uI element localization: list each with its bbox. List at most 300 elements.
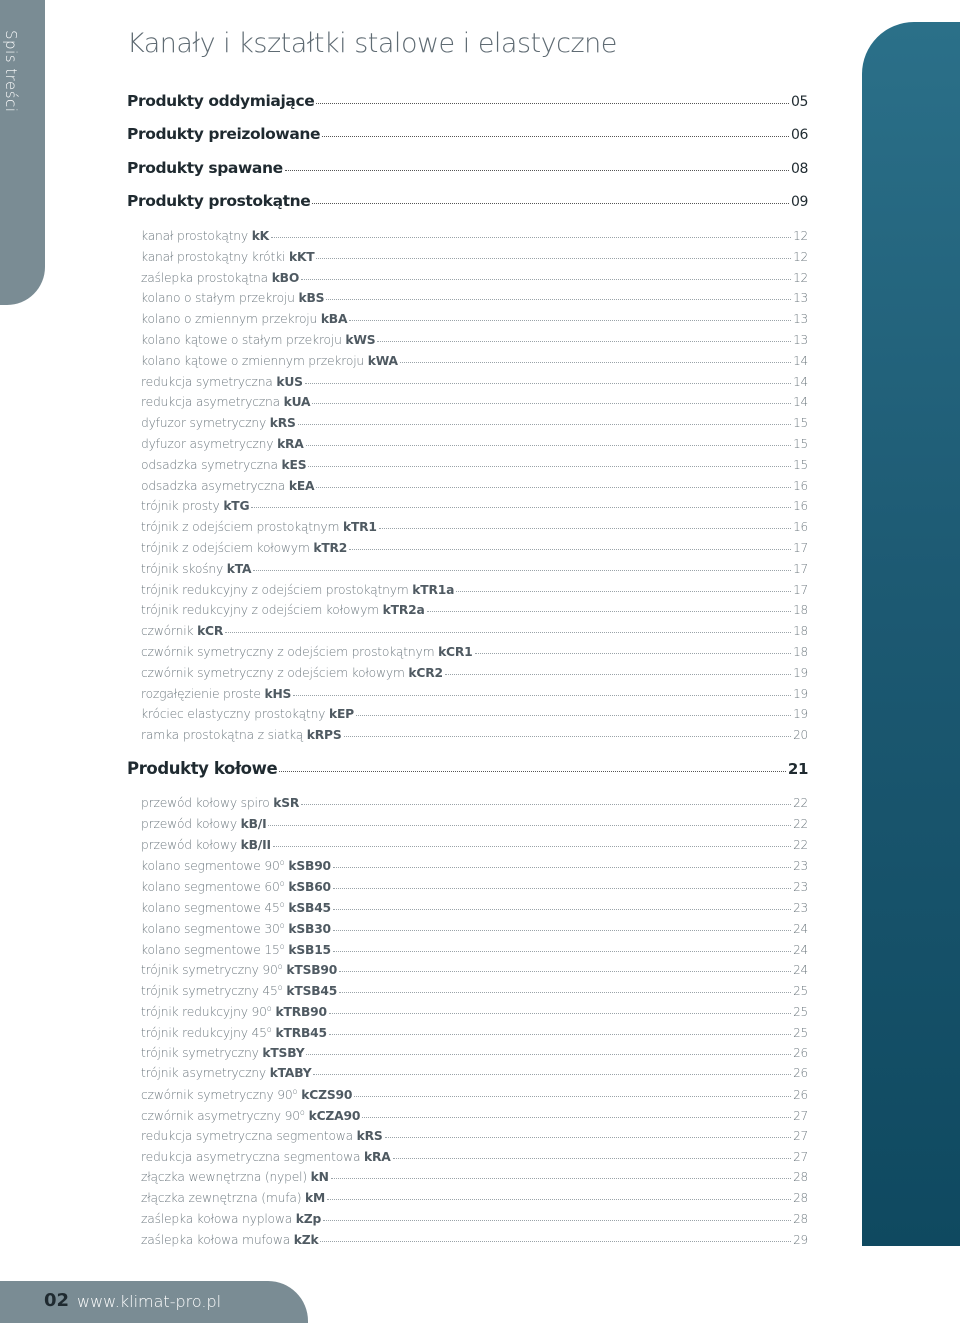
toc-entry-label xyxy=(141,375,303,389)
product-code: kWS xyxy=(345,333,376,347)
toc-item[interactable] xyxy=(141,312,808,326)
toc-entry-text: rozgałęzienie proste xyxy=(141,686,265,701)
toc-entry-label xyxy=(141,1087,352,1102)
toc-item[interactable] xyxy=(141,479,808,493)
degree-mark: o xyxy=(299,1108,305,1117)
toc-entry-text: trójnik symetryczny xyxy=(141,1045,263,1060)
toc-entry-text: Produkty preizolowane xyxy=(127,125,321,143)
dot-leader xyxy=(285,170,789,171)
toc-page-number: 06 xyxy=(790,127,808,143)
toc-entry-text: kolano segmentowe 15 xyxy=(141,942,280,957)
toc-entry-label xyxy=(141,645,473,659)
toc-entry-label xyxy=(141,1066,311,1080)
product-code: kHS xyxy=(264,686,292,701)
toc-entry-label xyxy=(141,858,331,873)
toc-item[interactable] xyxy=(141,375,808,389)
dot-leader xyxy=(327,1199,791,1200)
product-code: kBO xyxy=(271,270,300,285)
toc-item[interactable] xyxy=(141,458,808,472)
sidebar-label: Spis treści xyxy=(2,30,20,113)
toc-entry-text: trójnik redukcyjny z odejściem kołowym xyxy=(141,603,383,618)
toc-page-number: 25 xyxy=(793,1005,808,1020)
dot-leader xyxy=(316,103,789,104)
dot-leader xyxy=(320,1241,791,1242)
toc-item[interactable] xyxy=(141,583,808,597)
toc-entry-label xyxy=(141,1046,304,1060)
toc-entry-text: złączka wewnętrzna (nypel) xyxy=(141,1170,311,1185)
dot-leader xyxy=(377,341,791,342)
toc-item[interactable] xyxy=(141,1212,808,1226)
toc-item[interactable] xyxy=(141,1046,808,1060)
toc-page-number: 16 xyxy=(793,520,808,535)
product-code: kB/II xyxy=(240,837,271,852)
toc-section[interactable] xyxy=(127,125,808,143)
dot-leader xyxy=(316,487,791,488)
toc-page-number: 17 xyxy=(793,541,808,555)
toc-page-number: 29 xyxy=(793,1232,808,1247)
dot-leader xyxy=(322,136,789,137)
degree-mark: o xyxy=(266,1024,272,1034)
toc-entry-text: kolano segmentowe 60 xyxy=(141,880,280,895)
toc-item[interactable] xyxy=(141,395,808,409)
toc-entry-label xyxy=(141,271,299,285)
dot-leader xyxy=(312,203,789,204)
toc-page-number: 21 xyxy=(787,760,808,778)
toc-item[interactable] xyxy=(141,271,808,285)
page-title: Kanały i kształtki stalowe i elastyczne xyxy=(127,28,617,59)
toc-entry-label xyxy=(141,520,377,534)
toc-entry-label xyxy=(127,125,320,143)
toc-item[interactable] xyxy=(141,1191,808,1205)
degree-mark: o xyxy=(279,879,285,889)
toc-page-number: 14 xyxy=(793,395,808,410)
toc-entry-label xyxy=(141,838,271,852)
toc-page-number: 14 xyxy=(793,374,808,389)
dot-leader xyxy=(400,362,791,363)
product-code: kUS xyxy=(276,374,303,389)
toc-entry-label xyxy=(141,687,291,701)
toc-entry-text: czwórnik symetryczny z odejściem prostokątnym xyxy=(141,645,439,659)
toc-page-number: 19 xyxy=(793,665,808,680)
product-code: kBA xyxy=(320,312,348,327)
degree-mark: o xyxy=(279,858,285,868)
toc-item[interactable] xyxy=(141,1025,808,1040)
toc-entry-text: przewód kołowy xyxy=(141,816,241,831)
toc-item[interactable] xyxy=(141,354,808,368)
toc-page-number: 12 xyxy=(793,270,808,285)
product-code: kRPS xyxy=(306,728,342,743)
toc-page-number: 17 xyxy=(793,582,808,597)
toc-entry-label xyxy=(141,603,425,617)
product-code: kTSB45 xyxy=(282,984,338,999)
product-code: kCR2 xyxy=(408,665,443,680)
product-code: kN xyxy=(310,1170,329,1185)
toc-page-number: 16 xyxy=(793,499,808,514)
dot-leader xyxy=(393,1158,792,1159)
product-code: kRS xyxy=(269,416,296,431)
dot-leader xyxy=(279,771,786,772)
toc-entry-label xyxy=(141,1025,327,1040)
toc-entry-label xyxy=(141,1170,329,1184)
toc-entry-label xyxy=(141,1212,321,1226)
toc-item[interactable] xyxy=(141,1087,808,1102)
dot-leader xyxy=(339,971,791,972)
product-code: kCZA90 xyxy=(304,1109,361,1124)
toc-page-number: 15 xyxy=(793,457,808,472)
toc-entry-label xyxy=(141,1150,391,1164)
toc-page-number: 13 xyxy=(793,291,808,306)
toc-entry-label xyxy=(127,192,310,210)
dot-leader xyxy=(306,1054,791,1055)
toc-entry-text: trójnik prosty xyxy=(141,499,224,514)
toc-item[interactable] xyxy=(141,983,808,998)
toc-page-number: 28 xyxy=(793,1191,808,1206)
toc-page-number: 27 xyxy=(793,1128,808,1143)
toc-item[interactable] xyxy=(141,962,808,977)
toc-entry-label xyxy=(141,1191,325,1205)
toc-item[interactable] xyxy=(141,707,808,721)
toc-entry-label xyxy=(141,291,324,305)
toc-page-number: 18 xyxy=(793,603,808,618)
toc-entry-text: trójnik z odejściem kołowym xyxy=(141,541,314,555)
dot-leader xyxy=(456,591,791,592)
toc-item[interactable] xyxy=(141,437,808,451)
toc-section[interactable] xyxy=(127,192,808,210)
toc-page-number: 09 xyxy=(790,194,808,210)
toc-entry-text: dyfuzor symetryczny xyxy=(141,416,270,431)
toc-entry-label xyxy=(141,354,398,368)
toc-page-number: 23 xyxy=(793,901,808,916)
toc-entry-text: redukcja symetryczna xyxy=(141,374,277,389)
product-code: kSR xyxy=(273,796,300,810)
toc-entry-label xyxy=(141,229,269,243)
dot-leader xyxy=(268,825,791,826)
toc-entry-text: przewód kołowy spiro xyxy=(141,796,274,810)
toc-item[interactable] xyxy=(141,1150,808,1164)
product-code: kSB90 xyxy=(284,859,331,874)
toc-entry-label xyxy=(141,817,266,831)
dot-leader xyxy=(331,1178,791,1179)
toc-item[interactable] xyxy=(141,838,808,852)
toc-item[interactable] xyxy=(141,1066,808,1080)
toc-item[interactable] xyxy=(141,520,808,534)
toc-page-number: 24 xyxy=(793,963,808,978)
toc-page-number: 18 xyxy=(793,645,808,659)
toc-entry-text: kolano kątowe o stałym przekroju xyxy=(141,333,346,347)
product-code: kEP xyxy=(328,707,354,722)
toc-entry-text: kolano o zmiennym przekroju xyxy=(141,312,321,327)
toc-entry-text: czwórnik xyxy=(141,624,198,639)
toc-item[interactable] xyxy=(141,1170,808,1184)
dot-leader xyxy=(316,258,791,259)
product-code: kB/I xyxy=(240,816,267,831)
product-code: kSB15 xyxy=(284,942,331,957)
dot-leader xyxy=(333,909,791,910)
toc-item[interactable] xyxy=(141,1108,808,1123)
dot-leader xyxy=(356,715,791,716)
dot-leader xyxy=(475,653,792,654)
toc-entry-label xyxy=(141,1004,327,1019)
toc-entry-text: kanał prostokątny krótki xyxy=(141,249,289,264)
dot-leader xyxy=(308,466,791,467)
toc-entry-text: odsadzka asymetryczna xyxy=(141,478,289,493)
toc-page-number: 15 xyxy=(793,437,808,451)
toc-page-number: 28 xyxy=(793,1170,808,1185)
toc-entry-label xyxy=(141,962,337,977)
product-code: kRA xyxy=(277,437,304,451)
toc-entry-label xyxy=(141,562,251,576)
dot-leader xyxy=(333,888,791,889)
product-code: kTR2 xyxy=(313,541,348,555)
toc-entry-text: czwórnik asymetryczny 90 xyxy=(141,1109,300,1124)
toc-entry-text: redukcja asymetryczna segmentowa xyxy=(141,1149,364,1164)
toc-entry-text: kolano segmentowe 90 xyxy=(141,859,280,874)
toc-entry-label xyxy=(141,728,342,742)
dot-leader xyxy=(225,632,791,633)
toc-entry-label xyxy=(141,583,454,597)
toc-entry-text: odsadzka symetryczna xyxy=(141,457,282,472)
toc-entry-text: Produkty kołowe xyxy=(127,759,278,778)
toc-page-number: 19 xyxy=(793,707,808,722)
toc-page-number: 26 xyxy=(793,1088,808,1103)
toc-entry-label xyxy=(141,1129,383,1143)
toc-entry-text: złączka zewnętrzna (mufa) xyxy=(141,1191,305,1206)
toc-page-number: 23 xyxy=(793,880,808,895)
dot-leader xyxy=(329,1034,791,1035)
degree-mark: o xyxy=(292,1087,298,1097)
product-code: kCZS90 xyxy=(297,1088,353,1103)
toc-page-number: 27 xyxy=(793,1149,808,1164)
toc-entry-label xyxy=(141,921,331,936)
dot-leader xyxy=(333,951,791,952)
toc-entry-label xyxy=(141,416,296,430)
toc-entry-label xyxy=(141,879,331,894)
toc-item[interactable] xyxy=(141,879,808,894)
product-code: kZk xyxy=(293,1232,319,1247)
product-code: kWA xyxy=(367,353,398,368)
toc-entry-text: zaślepka prostokątna xyxy=(141,270,272,285)
toc-entry-text: kolano kątowe o zmiennym przekroju xyxy=(141,353,368,368)
toc-entry-text: kanał prostokątny xyxy=(141,229,252,243)
toc-entry-label xyxy=(141,1233,318,1247)
toc-page-number: 17 xyxy=(793,561,808,576)
toc-entry-text: zaślepka kołowa nyplowa xyxy=(141,1212,296,1226)
toc-entry-text: zaślepka kołowa mufowa xyxy=(141,1232,294,1247)
degree-mark: o xyxy=(279,900,285,909)
decorative-band xyxy=(862,22,960,1246)
toc-page-number: 28 xyxy=(793,1212,808,1226)
dot-leader xyxy=(271,237,791,238)
toc-page-number: 24 xyxy=(793,921,808,936)
toc-item[interactable] xyxy=(141,1129,808,1143)
dot-leader xyxy=(301,279,791,280)
toc-item[interactable] xyxy=(141,499,808,513)
dot-leader xyxy=(298,424,791,425)
toc-item[interactable] xyxy=(141,541,808,555)
toc-page-number: 25 xyxy=(793,1025,808,1040)
toc-item[interactable] xyxy=(141,645,808,659)
toc-page-number: 23 xyxy=(793,859,808,874)
product-code: kTR1a xyxy=(412,582,455,597)
toc-item[interactable] xyxy=(141,333,808,347)
toc-item[interactable] xyxy=(141,1004,808,1019)
product-code: kEA xyxy=(288,478,315,493)
toc-page-number: 26 xyxy=(793,1066,808,1081)
sidebar-tab xyxy=(0,0,45,305)
dot-leader xyxy=(306,445,791,446)
dot-leader xyxy=(273,846,791,847)
dot-leader xyxy=(251,507,791,508)
degree-mark: o xyxy=(279,941,285,951)
toc-entry-text: trójnik redukcyjny 90 xyxy=(141,1005,267,1020)
toc-page-number: 22 xyxy=(793,816,808,831)
product-code: kTSBY xyxy=(262,1045,305,1060)
toc-page-number: 12 xyxy=(793,229,808,243)
toc-entry-text: trójnik redukcyjny 45 xyxy=(141,1025,267,1040)
product-code: kTG xyxy=(223,499,250,514)
dot-leader xyxy=(313,1074,791,1075)
degree-mark: o xyxy=(277,962,283,972)
toc-entry-label xyxy=(141,983,337,998)
toc-item[interactable] xyxy=(141,416,808,430)
product-code: kM xyxy=(305,1191,326,1206)
product-code: kES xyxy=(281,457,307,472)
dot-leader xyxy=(323,1220,791,1221)
toc-item[interactable] xyxy=(141,858,808,873)
degree-mark: o xyxy=(266,1004,272,1013)
product-code: kUA xyxy=(283,395,311,410)
toc-page-number: 12 xyxy=(793,249,808,264)
toc-entry-label xyxy=(141,707,354,721)
product-code: kTRB45 xyxy=(271,1025,327,1040)
toc-entry-label xyxy=(141,541,347,555)
toc-page-number: 05 xyxy=(790,94,808,110)
toc-entry-label xyxy=(141,666,443,680)
product-code: kTA xyxy=(226,561,252,576)
dot-leader xyxy=(293,695,791,696)
toc-item[interactable] xyxy=(141,624,808,638)
toc-entry-label xyxy=(141,900,331,915)
product-code: kSB30 xyxy=(284,921,331,936)
toc-entry-label xyxy=(141,796,299,810)
toc-item[interactable] xyxy=(141,1233,808,1247)
toc-page-number: 22 xyxy=(793,837,808,852)
toc-page-number: 18 xyxy=(793,624,808,639)
dot-leader xyxy=(385,1137,792,1138)
dot-leader xyxy=(354,1096,791,1097)
dot-leader xyxy=(312,403,791,404)
toc-entry-text: króciec elastyczny prostokątny xyxy=(141,707,329,722)
toc-item[interactable] xyxy=(141,666,808,680)
toc-section[interactable] xyxy=(127,92,808,110)
degree-mark: o xyxy=(279,920,285,930)
toc-item[interactable] xyxy=(141,900,808,915)
product-code: kSB60 xyxy=(284,880,331,895)
toc-entry-label xyxy=(141,333,375,347)
toc-item[interactable] xyxy=(141,250,808,264)
product-code: kCR1 xyxy=(438,645,473,659)
toc-entry-label xyxy=(141,499,249,513)
dot-leader xyxy=(333,867,791,868)
product-code: kTR1 xyxy=(343,520,377,535)
dot-leader xyxy=(362,1117,791,1118)
dot-leader xyxy=(305,383,791,384)
product-code: kTSB90 xyxy=(282,963,338,978)
degree-mark: o xyxy=(277,983,283,993)
toc-page-number: 20 xyxy=(793,728,808,743)
toc-entry-text: trójnik asymetryczny xyxy=(141,1066,270,1081)
toc-entry-label xyxy=(127,159,283,177)
dot-leader xyxy=(427,611,792,612)
toc-item[interactable] xyxy=(141,728,808,742)
dot-leader xyxy=(445,674,791,675)
toc-entry-text: Produkty spawane xyxy=(127,159,283,177)
toc-item[interactable] xyxy=(141,603,808,617)
dot-leader xyxy=(326,299,791,300)
toc-entry-label xyxy=(127,92,314,110)
toc-page-number: 08 xyxy=(790,161,808,177)
toc-entry-text: dyfuzor asymetryczny xyxy=(141,437,278,451)
dot-leader xyxy=(349,320,791,321)
toc-item[interactable] xyxy=(141,817,808,831)
toc-page-number: 27 xyxy=(793,1109,808,1124)
toc-item[interactable] xyxy=(141,942,808,957)
dot-leader xyxy=(301,804,791,805)
toc-item[interactable] xyxy=(141,562,808,576)
toc-entry-text: trójnik symetryczny 45 xyxy=(141,984,278,999)
toc-page-number: 26 xyxy=(793,1045,808,1060)
product-code: kRS xyxy=(356,1128,383,1143)
toc-item[interactable] xyxy=(141,687,808,701)
toc-page-number: 16 xyxy=(793,478,808,493)
dot-leader xyxy=(349,549,791,550)
toc-page-number: 15 xyxy=(793,416,808,431)
toc-section[interactable] xyxy=(127,759,808,778)
dot-leader xyxy=(329,1013,791,1014)
toc-entry-text: redukcja asymetryczna xyxy=(141,395,284,410)
toc-entry-label xyxy=(141,312,347,326)
toc-entry-label xyxy=(141,1108,360,1123)
toc-item[interactable] xyxy=(141,921,808,936)
toc-page-number: 14 xyxy=(793,353,808,368)
product-code: kCR xyxy=(197,624,224,639)
toc-entry-text: Produkty oddymiające xyxy=(127,92,315,110)
toc-entry-text: Produkty prostokątne xyxy=(127,192,311,210)
page-number: 02 xyxy=(44,1290,70,1311)
dot-leader xyxy=(344,736,792,737)
toc-item[interactable] xyxy=(141,796,808,810)
toc-page-number: 25 xyxy=(793,984,808,999)
toc-entry-text: trójnik skośny xyxy=(141,561,227,576)
toc-item[interactable] xyxy=(141,229,808,243)
toc-item[interactable] xyxy=(141,291,808,305)
toc-section[interactable] xyxy=(127,159,808,177)
toc-entry-text: ramka prostokątna z siatką xyxy=(141,728,307,743)
toc-page-number: 13 xyxy=(793,333,808,347)
product-code: kRA xyxy=(364,1149,391,1164)
toc-entry-label xyxy=(141,624,223,638)
toc-entry-text: kolano o stałym przekroju xyxy=(141,291,299,306)
toc-entry-label xyxy=(141,458,306,472)
product-code: kTR2a xyxy=(382,603,425,618)
toc-entry-label xyxy=(141,942,331,957)
toc-entry-text: czwórnik symetryczny z odejściem kołowym xyxy=(141,665,409,680)
product-code: kK xyxy=(251,229,269,243)
product-code: kTABY xyxy=(269,1066,312,1081)
dot-leader xyxy=(333,930,791,931)
dot-leader xyxy=(339,992,791,993)
toc-entry-text: trójnik symetryczny 90 xyxy=(141,963,278,978)
